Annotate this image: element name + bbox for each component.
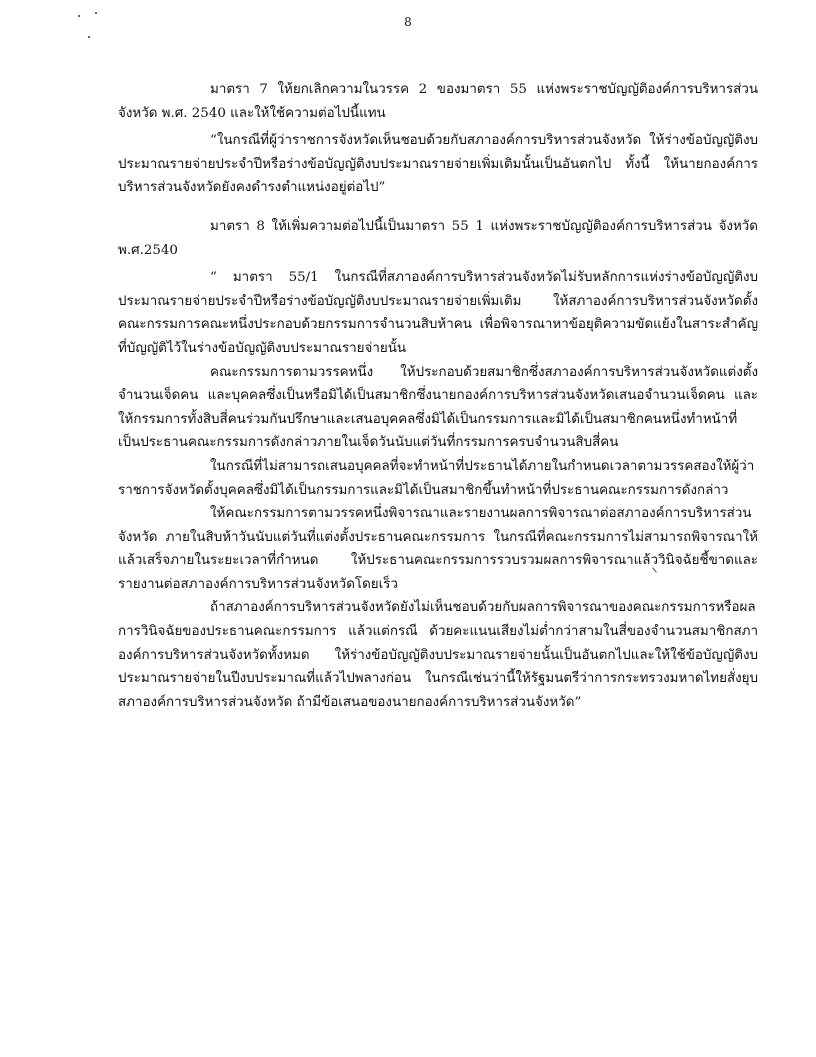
section-8-heading-paragraph: มาตรา 8 ให้เพิ่มความต่อไปนี้เป็นมาตรา 55 1 แห่งพระราชบัญญัติองค์การบริหารส่วน จังหวัด พ.ศ.2540 — [118, 218, 758, 258]
section-7-amendment-text: “ในกรณีที่ผู้ว่าราชการจังหวัดเห็นชอบด้วยกับสภาองค์การบริหารส่วนจังหวัด ให้ร่างข้อบัญญัติงบประมาณรายจ่ายประจำปีหรือร่างข้อบัญญัติงบประมาณรายจ่ายเพิ่มเติมนั้นเป็นอันตกไป ทั้งนี้ ให้นายกองค์การบริหารส่วนจังหวัดยังคงดำรงตำแหน่งอยู่ต่อไป” — [118, 133, 758, 196]
document-body — [118, 78, 758, 714]
section-7-heading-paragraph: มาตรา 7 ให้ยกเลิกความในวรรค 2 ของมาตรา 55 แห่งพระราชบัญญัติองค์การบริหารส่วน จังหวัด พ.ศ. 2540 และให้ใช้ความต่อไปนี้แทน — [118, 82, 758, 121]
section-55-1-paragraph-3: ในกรณีที่ไม่สามารถเสนอบุคคลที่จะทำหน้าที่ประธานได้ภายในกำหนดเวลาตามวรรคสองให้ผู้ว่าราชการจังหวัดตั้งบุคคลซึ่งมิได้เป็นกรรมการและมิได้เป็นสมาชิกขึ้นทำหน้าที่ประธานคณะกรรมการดังกล่าว — [118, 458, 755, 498]
page-number: 8 — [404, 15, 412, 29]
section-55-1-paragraph-5: ถ้าสภาองค์การบริหารส่วนจังหวัดยังไม่เห็นชอบด้วยกับผลการพิจารณาของคณะกรรมการหรือผลการวินิจฉัยของประธานคณะกรรมการ แล้วแต่กรณี ด้วยคะแนนเสียงไม่ต่ำกว่าสามในสี่ของจำนวนสมาชิกสภาองค์การบริหารส่วนจังหวัดทั้งหมด ให้ร่างข้อบัญญัติงบประมาณรายจ่ายนั้นเป็นอันตกไปและให้ใช้ข้อบัญญัติงบประมาณรายจ่ายในปีงบประมาณที่แล้วไปพลางก่อน ในกรณีเช่นว่านี้ให้รัฐมนตรีว่าการกระทรวงมหาดไทยสั่งยุบสภาองค์การบริหารส่วนจังหวัด ถ้ามีข้อเสนอของนายกองค์การบริหารส่วนจังหวัด” — [118, 600, 758, 710]
section-55-1-paragraph-2: คณะกรรมการตามวรรคหนึ่ง ให้ประกอบด้วยสมาชิกซึ่งสภาองค์การบริหารส่วนจังหวัดแต่งตั้งจำนวนเจ็ดคน และบุคคลซึ่งเป็นหรือมิได้เป็นสมาชิกซึ่งนายกองค์การบริหารส่วนจังหวัดเสนอจำนวนเจ็ดคน และให้กรรมการทั้งสิบสี่คนร่วมกันปรึกษาและเสนอบุคคลซึ่งมิได้เป็นกรรมการและมิได้เป็นสมาชิกคนหนึ่งทำหน้าที่เป็นประธานคณะกรรมการดังกล่าวภายในเจ็ดวันนับแต่วันที่กรรมการครบจำนวนสิบสี่คน — [118, 364, 758, 451]
scan-speck — [88, 36, 90, 38]
section-55-1-paragraph-4: ให้คณะกรรมการตามวรรคหนึ่งพิจารณาและรายงานผลการพิจารณาต่อสภาองค์การบริหารส่วนจังหวัด ภายในสิบห้าวันนับแต่วันที่แต่งตั้งประธานคณะกรรมการ ในกรณีที่คณะกรรมการไม่สามารถพิจารณาให้แล้วเสร็จภายในระยะเวลาที่กำหนด ให้ประธานคณะกรรมการรวบรวมผลการพิจารณาแล้ววินิจฉัยชี้ขาดและรายงานต่อสภาองค์การบริหารส่วนจังหวัดโดยเร็ว — [118, 506, 758, 592]
section-55-1-paragraph-1: “ มาตรา 55/1 ในกรณีที่สภาองค์การบริหารส่วนจังหวัดไม่รับหลักการแห่งร่างข้อบัญญัติงบประมาณรายจ่ายประจำปีหรือร่างข้อบัญญัติงบประมาณรายจ่ายเพิ่มเติม ให้สภาองค์การบริหารส่วนจังหวัดตั้งคณะกรรมการคณะหนึ่งประกอบด้วยกรรมการจำนวนสิบห้าคน เพื่อพิจารณาหาข้อยุติความขัดแย้งในสาระสำคัญที่บัญญัติไว้ในร่างข้อบัญญัติงบประมาณรายจ่ายนั้น — [118, 270, 758, 356]
